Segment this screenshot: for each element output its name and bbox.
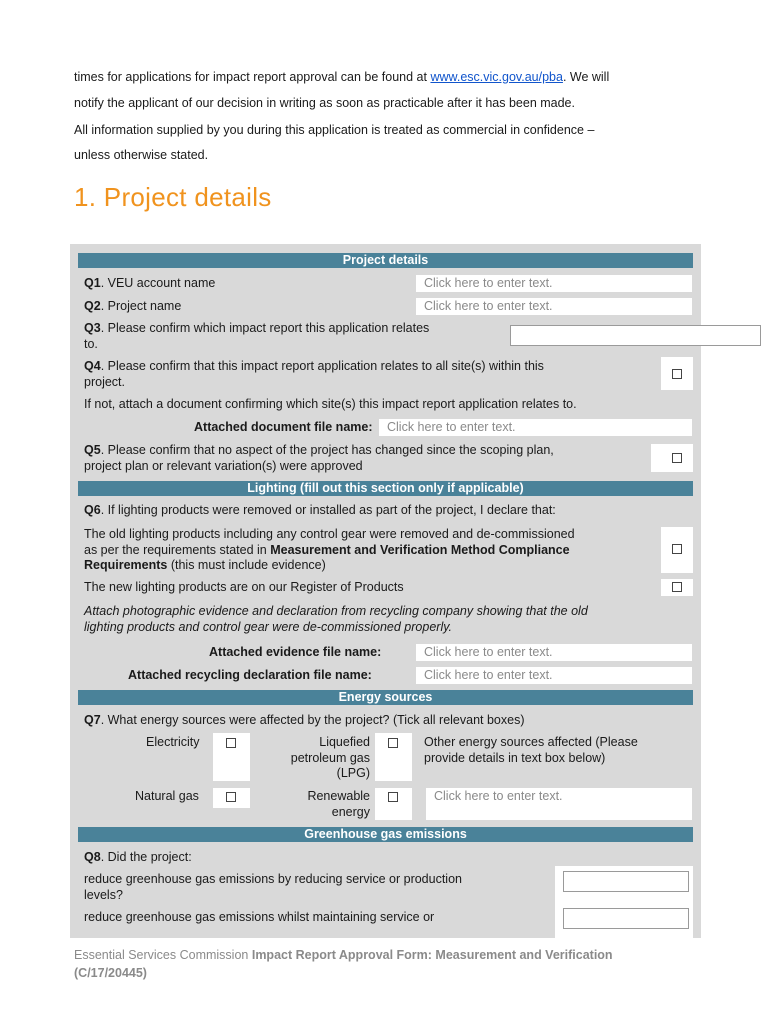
section-heading: 1. Project details — [74, 182, 272, 212]
q5-checkbox[interactable] — [672, 453, 682, 463]
q4-label: Q4. Please confirm that this impact report application relates to all site(s) within this project. — [84, 359, 544, 389]
q6-label: Q6. If lighting products were removed or installed as part of the project, I declare that: — [84, 503, 556, 517]
q8-option1-input[interactable] — [563, 871, 689, 892]
attached-document-label: Attached document file name: — [194, 420, 373, 434]
intro-text: . We will — [562, 70, 610, 84]
electricity-checkbox-cell — [213, 733, 250, 781]
electricity-checkbox[interactable] — [226, 738, 236, 748]
q5-checkbox-cell — [651, 444, 693, 472]
intro-paragraph-1 — [74, 64, 694, 116]
q7-label: Q7. What energy sources were affected by the project? (Tick all relevant boxes) — [84, 713, 525, 727]
old-lighting-declaration: The old lighting products including any control gear were removed and de-commissioned as per the requirements stated in Measurement and Verification Method Compliance Requirements (this must include evidence) — [84, 527, 575, 572]
natural-gas-checkbox[interactable] — [226, 792, 236, 802]
q8-option2-input[interactable] — [563, 908, 689, 929]
natural-gas-label: Natural gas — [135, 789, 199, 803]
lpg-checkbox[interactable] — [388, 738, 398, 748]
impact-report-input[interactable] — [510, 325, 761, 346]
old-lighting-checkbox[interactable] — [672, 544, 682, 554]
lpg-label: Liquefied petroleum gas (LPG) — [290, 735, 370, 780]
band-energy-sources: Energy sources — [78, 690, 693, 705]
attach-evidence-note: Attach photographic evidence and declaration from recycling company showing that the old lighting products and control gear were de-commissioned properly. — [84, 604, 588, 634]
q1-label: Q1. VEU account name — [84, 276, 216, 290]
attached-recycling-input[interactable]: Click here to enter text. — [416, 667, 692, 684]
natural-gas-checkbox-cell — [213, 788, 250, 808]
band-project-details: Project details — [78, 253, 693, 268]
renewable-checkbox-cell — [375, 788, 412, 820]
q8-option-maintain-service: reduce greenhouse gas emissions whilst maintaining service or — [84, 910, 435, 924]
q4-if-not-text: If not, attach a document confirming which site(s) this impact report application relates to. — [84, 397, 577, 411]
intro-text: All information supplied by you during this application is treated as commercial in confidence – — [74, 123, 595, 137]
new-lighting-declaration: The new lighting products are on our Register of Products — [84, 580, 404, 594]
q5-label: Q5. Please confirm that no aspect of the project has changed since the scoping plan, project plan or relevant variation(s) were approved — [84, 443, 554, 473]
band-lighting: Lighting (fill out this section only if applicable) — [78, 481, 693, 496]
other-energy-label: Other energy sources affected (Please provide details in text box below) — [424, 735, 638, 765]
q2-label: Q2. Project name — [84, 299, 182, 313]
q4-checkbox-cell — [661, 357, 693, 390]
intro-text: unless otherwise stated. — [74, 148, 209, 162]
q3-label: Q3. Please confirm which impact report this application relates to. — [84, 321, 430, 351]
q8-label: Q8. Did the project: — [84, 850, 192, 864]
intro-paragraph-2 — [74, 118, 694, 168]
band-greenhouse-gas: Greenhouse gas emissions — [78, 827, 693, 842]
footer-title: Impact Report Approval Form: Measurement and Verification — [251, 948, 613, 962]
project-details-form — [70, 244, 701, 938]
attached-evidence-label: Attached evidence file name: — [209, 645, 382, 659]
q4-checkbox[interactable] — [672, 369, 682, 379]
old-lighting-checkbox-cell — [661, 527, 693, 573]
intro-text: times for applications for impact report approval can be found at — [74, 70, 431, 84]
pba-link[interactable]: www.esc.vic.gov.au/pba — [430, 70, 563, 84]
renewable-checkbox[interactable] — [388, 792, 398, 802]
other-energy-details-input[interactable]: Click here to enter text. — [426, 788, 692, 820]
footer-doc-number: (C/17/20445) — [74, 966, 147, 980]
page-footer — [74, 946, 714, 982]
lpg-checkbox-cell — [375, 733, 412, 781]
intro-text: notify the applicant of our decision in writing as soon as practicable after it has been made. — [74, 96, 575, 110]
electricity-label: Electricity — [146, 735, 200, 749]
new-lighting-checkbox[interactable] — [672, 582, 682, 592]
q8-option-reduce-service: reduce greenhouse gas emissions by reducing service or production levels? — [84, 872, 462, 902]
renewable-energy-label: Renewable energy — [307, 789, 370, 819]
new-lighting-checkbox-cell — [661, 579, 693, 596]
footer-org: Essential Services Commission — [74, 948, 252, 962]
attached-recycling-label: Attached recycling declaration file name: — [128, 668, 372, 682]
attached-document-input[interactable]: Click here to enter text. — [379, 419, 692, 436]
veu-account-name-input[interactable]: Click here to enter text. — [416, 275, 692, 292]
project-name-input[interactable]: Click here to enter text. — [416, 298, 692, 315]
attached-evidence-input[interactable]: Click here to enter text. — [416, 644, 692, 661]
